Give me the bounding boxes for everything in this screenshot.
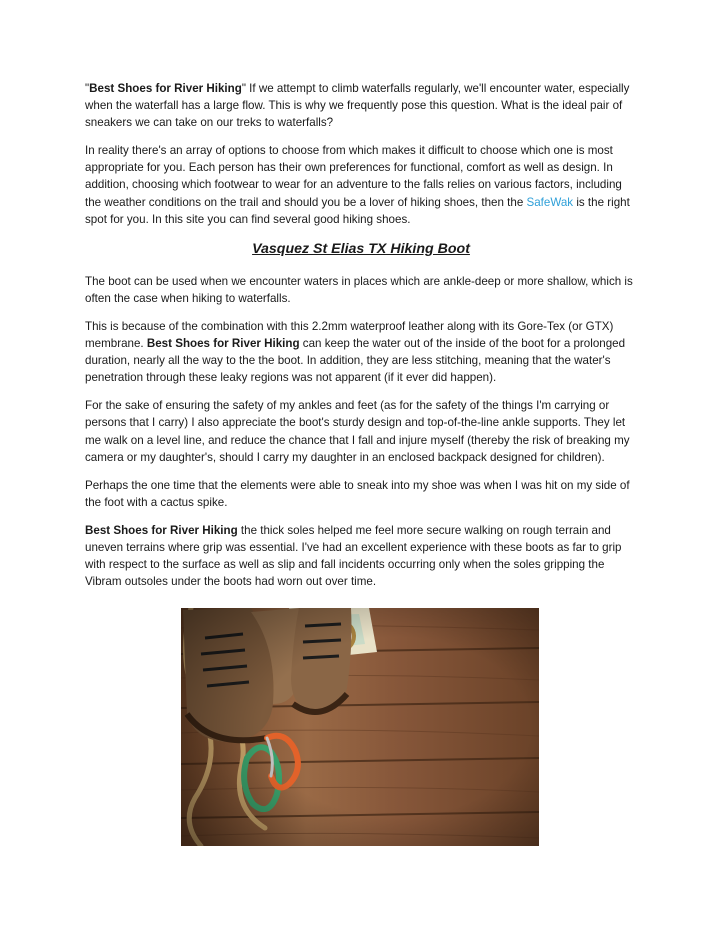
boot-usage-paragraph: The boot can be used when we encounter waters in places which are ankle-deep or more shallow, which is often the case when hiking to waterfalls.	[85, 274, 633, 305]
soles-paragraph	[85, 522, 637, 590]
waterproof-text: This is because of the combination with this 2.2mm waterproof leather along with its Gore-Tex (or GTX) membrane.	[85, 319, 614, 351]
safewak-link[interactable]: SafeWak	[526, 195, 574, 209]
options-text: In reality there's an array of options to choose from which makes it difficult to choose which one is most appropriate for you. Each person has their own preferences for functional, comfort as well as design. In addition, choosing which footwear to wear for an adventure to the falls relies on various factors, including the weather conditions on the trail and should you be a lover of hiking shoes, then the	[85, 144, 622, 209]
waterproof-bold: Best Shoes for River Hiking	[146, 337, 300, 351]
soles-text: the thick soles helped me feel more secure walking on rough terrain and uneven terrains where grip was essential. I've had an excellent experience with these boots as far to grip with respect to the surface as well as slip and fall incidents occurring only when the soles gripping the Vibram outsoles under the boots had worn out over time.	[85, 523, 622, 589]
open-quote: "	[85, 82, 90, 95]
options-paragraph	[85, 142, 637, 227]
cactus-paragraph: Perhaps the one time that the elements were able to sneak into my shoe was when I was hit on my side of the foot with a cactus spike.	[85, 478, 630, 509]
section-heading: Vasquez St Elias TX Hiking Boot	[252, 240, 470, 257]
waterproof-paragraph	[85, 318, 637, 386]
waterproof-text-end: can keep the water out of the inside of the boot for a prolonged duration, nearly all the way to the the boot. In addition, they are less stitching, meaning that the water's penetration through these leaky regions was not apparent (if it ever did happen).	[85, 337, 626, 385]
safety-paragraph: For the sake of ensuring the safety of my ankles and feet (as for the safety of the things I'm carrying or persons that I carry) I also appreciate the boot's sturdy design and top-of-the-line ankle supports. They let me walk on a level line, and reduce the chance that I fall and injure myself (thereby the risk of breaking my camera or my daughter's, should I carry my daughter in an enclosed backpack designed for children).	[85, 399, 630, 464]
document-page	[85, 80, 637, 601]
intro-paragraph	[85, 80, 637, 131]
soles-bold: Best Shoes for River Hiking	[85, 523, 238, 537]
hiking-boots-rope-compass-photo	[181, 608, 539, 846]
intro-text: " If we attempt to climb waterfalls regularly, we'll encounter water, especially when the waterfall has a large flow. This is why we frequently pose this question. What is the ideal pair of sneakers we can take on our treks to waterfalls?	[85, 82, 630, 130]
intro-bold-lead: Best Shoes for River Hiking	[89, 82, 242, 95]
options-text-end: is the right spot for you. In this site you can find several good hiking shoes.	[85, 195, 630, 226]
